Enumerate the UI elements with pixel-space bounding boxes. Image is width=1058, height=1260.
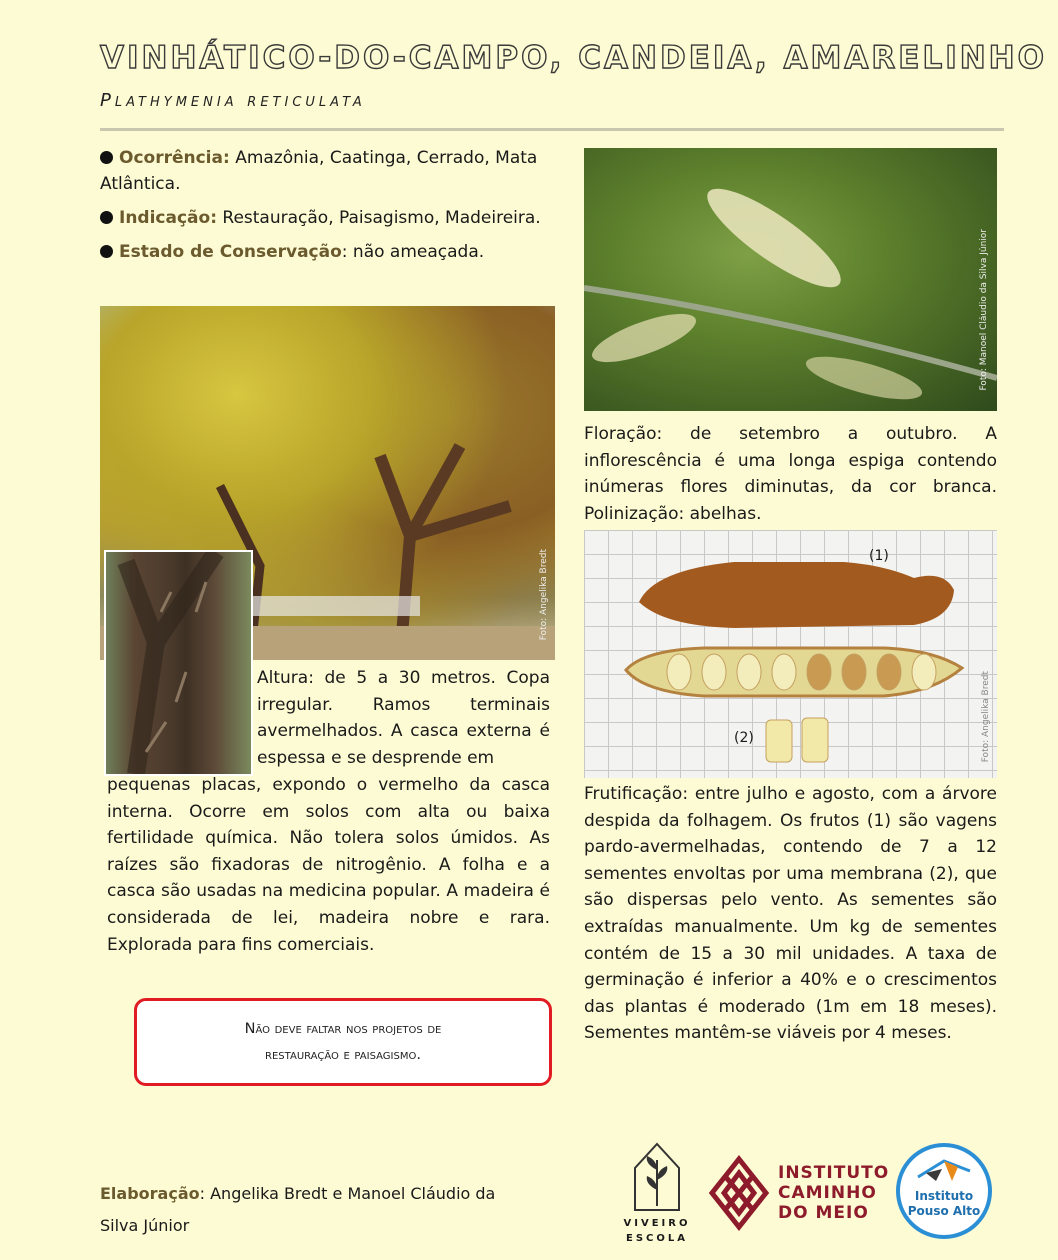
knot-icon — [708, 1155, 770, 1231]
header-divider — [100, 128, 1004, 131]
credits — [100, 1178, 520, 1242]
bullet-icon — [100, 245, 113, 258]
seed-pods-graphic — [584, 530, 997, 778]
scientific-name: Plathymenia reticulata — [100, 90, 366, 111]
viveiro-line-1: VIVEIRO — [623, 1218, 691, 1229]
bark-texture-graphic — [106, 552, 251, 774]
fruiting-text: Frutificação: entre julho e agosto, com a árvore despida da folhagem. Os frutos (1) são vagens pardo-avermelhadas, contendo de 7 a 12 sementes envoltas por uma membrana (2), que são dispersas pelo vento. As sementes são extraídas manualmente. Um kg de sementes contém de 15 a 30 mil unidades. A taxa de germinação é inferior a 40% e o crescimentos das plantas é moderado (1m em 18 meses). Sementes mantêm-se viáveis por 4 meses. — [584, 784, 997, 1044]
caminho-do-meio-logo — [708, 1155, 890, 1235]
fact-indication: Indicação: Restauração, Paisagismo, Madeireira. — [100, 205, 550, 231]
description-upper: Altura: de 5 a 30 metros. Copa irregular. Ramos terminais avermelhados. A casca externa é espessa e se desprende em — [257, 668, 550, 768]
bullet-icon — [100, 211, 113, 224]
credits-label: Elaboração — [100, 1184, 200, 1203]
fact-conservation: Estado de Conservação: não ameaçada. — [100, 239, 550, 265]
pouso-line-1: Instituto — [914, 1189, 974, 1203]
pouso-alto-logo — [896, 1143, 992, 1239]
bird-icon — [914, 1157, 974, 1185]
fruit-photo — [584, 530, 997, 778]
page-title: VINHÁTICO-DO-CAMPO, CANDEIA, AMARELINHO — [100, 40, 1047, 76]
fruit-photo-credit: Foto: Angelika Bredt — [981, 670, 991, 762]
fact-occurrence: Ocorrência: Amazônia, Caatinga, Cerrado, Mata Atlântica. — [100, 148, 538, 194]
viveiro-escola-logo — [622, 1140, 692, 1245]
flower-spike-graphic — [584, 148, 997, 411]
fruit-label-1: (1) — [869, 548, 889, 564]
bullet-icon — [100, 151, 113, 164]
caminho-line-2: CAMINHO — [778, 1183, 877, 1203]
caminho-line-3: DO MEIO — [778, 1203, 869, 1223]
recommendation-callout — [134, 998, 552, 1086]
facts-list — [100, 145, 550, 273]
bark-photo — [104, 550, 253, 776]
viveiro-line-2: ESCOLA — [626, 1233, 688, 1244]
pouso-line-2: Pouso Alto — [907, 1204, 981, 1218]
description-lower: pequenas placas, expondo o vermelho da casca interna. Ocorre em solos com alta ou baixa fertilidade química. Não tolera solos úmidos. As raízes são fixadoras de nitrogênio. A folha e a casca são usadas na medicina popular. A madeira é considerada de lei, madeira nobre e rara. Explorada para fins comerciais. — [107, 775, 550, 955]
caminho-line-1: INSTITUTO — [778, 1163, 890, 1183]
flowering-text: Floração: de setembro a outubro. A inflorescência é uma longa espiga contendo inúmeras flores diminutas, da cor branca. Polinização: abelhas. — [584, 424, 997, 524]
flower-photo — [584, 148, 997, 411]
plant-house-icon — [627, 1140, 687, 1212]
fruit-label-2: (2) — [734, 730, 754, 746]
tree-photo-credit: Foto: Angelika Bredt — [539, 548, 549, 640]
credits-authors: : Angelika Bredt e Manoel Cláudio da Silva Júnior — [100, 1184, 496, 1235]
callout-line-1: Não deve faltar nos projetos de — [244, 1021, 442, 1037]
flower-photo-credit: Foto: Manoel Cláudio da Silva Júnior — [979, 229, 989, 391]
callout-line-2: restauração e paisagismo. — [265, 1047, 421, 1063]
